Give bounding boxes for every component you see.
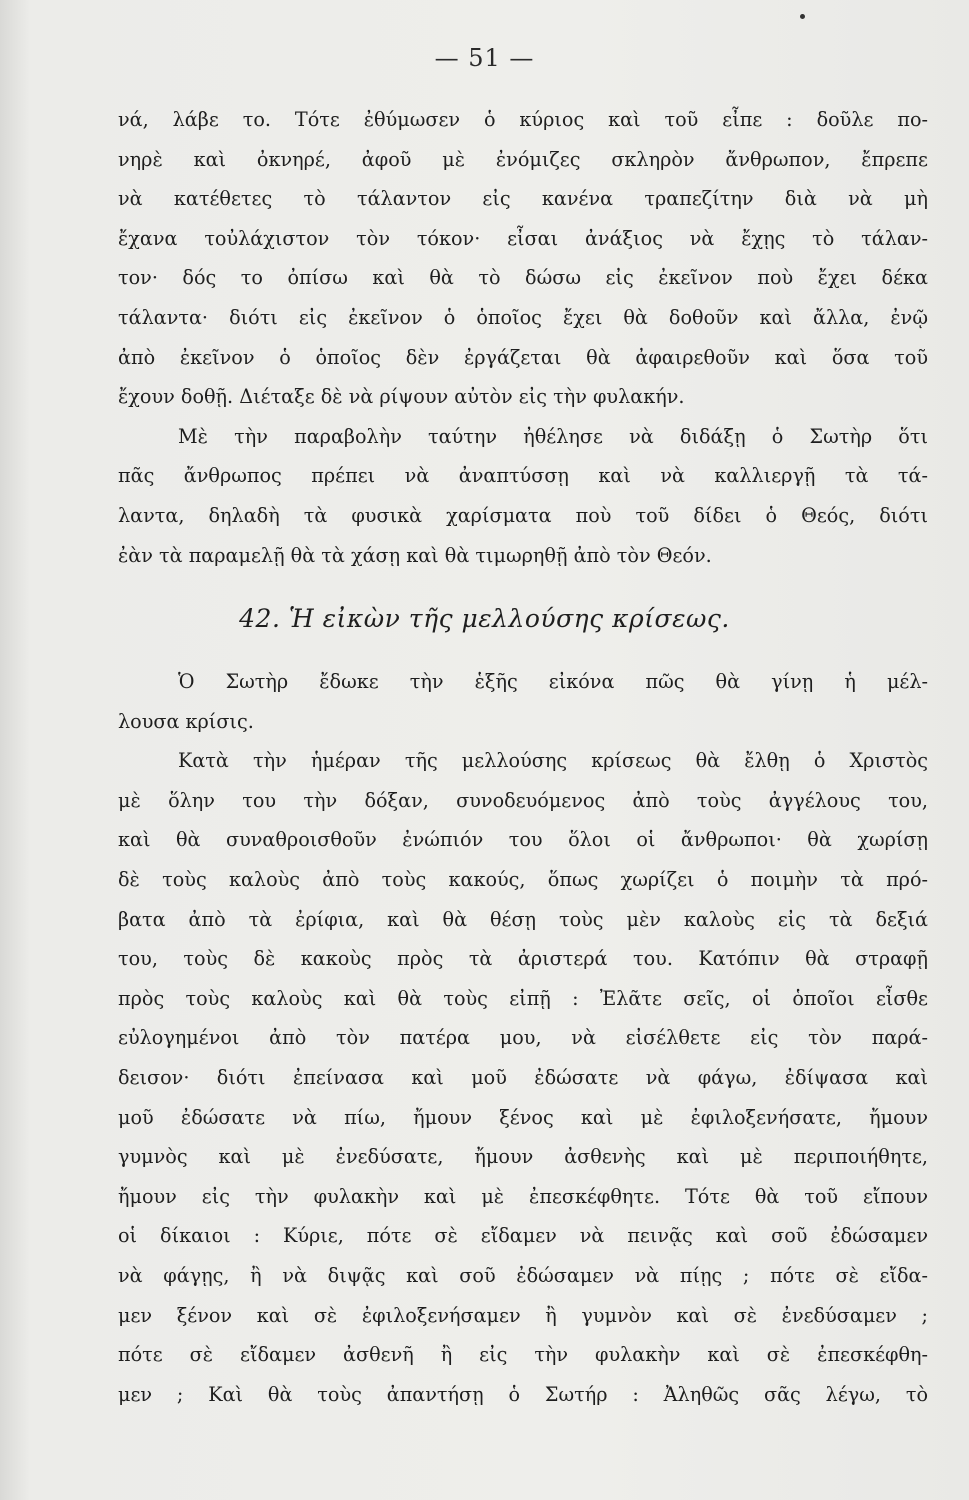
last-judgment-section [118, 662, 928, 1414]
text-line: εὐλογημένοι ἀπὸ τὸν πατέρα μου, νὰ εἰσέλθετε εἰς τὸν παρά- [118, 1026, 928, 1050]
text-line: ἔχουν δοθῇ. Διέταξε δὲ νὰ ρίψουν αὐτὸν εἰς τὴν φυλακήν. [118, 385, 685, 409]
text-line: ἐὰν τὰ παραμελῇ θὰ τὰ χάσῃ καὶ θὰ τιμωρηθῇ ἀπὸ τὸν Θεόν. [118, 543, 712, 567]
text-line: ἤμουν εἰς τὴν φυλακὴν καὶ μὲ ἐπεσκέφθητε. Τότε θὰ τοῦ εἴπουν [118, 1184, 928, 1208]
text-line: λουσα κρίσις. [118, 709, 254, 733]
text-line: μοῦ ἐδώσατε νὰ πίω, ἤμουν ξένος καὶ μὲ ἐφιλοξενήσατε, ἤμουν [118, 1105, 928, 1129]
text-line: μεν ξένον καὶ σὲ ἐφιλοξενήσαμεν ἢ γυμνὸν καὶ σὲ ἐνεδύσαμεν ; [118, 1303, 928, 1327]
text-line: καὶ θὰ συναθροισθοῦν ἐνώπιόν του ὅλοι οἱ ἄνθρωποι· θὰ χωρίσῃ [118, 828, 928, 852]
text-line: ἔχανα τοὐλάχιστον τὸν τόκον· εἶσαι ἀνάξιος νὰ ἔχῃς τὸ τάλαν- [118, 226, 928, 250]
text-line: δὲ τοὺς καλοὺς ἀπὸ τοὺς κακούς, ὅπως χωρίζει ὁ ποιμὴν τὰ πρό- [118, 867, 928, 891]
text-line: βατα ἀπὸ τὰ ἐρίφια, καὶ θὰ θέσῃ τοὺς μὲν καλοὺς εἰς τὰ δεξιά [118, 907, 928, 931]
text-line: νά, λάβε το. Τότε ἐθύμωσεν ὁ κύριος καὶ τοῦ εἶπε : δοῦλε πο- [118, 108, 928, 131]
text-line: μεν ; Καὶ θὰ τοὺς ἀπαντήσῃ ὁ Σωτήρ : Ἀληθῶς σᾶς λέγω, τὸ [118, 1382, 928, 1406]
text-line: τάλαντα· διότι εἰς ἐκεῖνον ὁ ὁποῖος ἔχει θὰ δοθοῦν καὶ ἄλλα, ἐνῷ [118, 305, 928, 329]
text-line: ἀπὸ ἐκεῖνον ὁ ὁποῖος δὲν ἐργάζεται θὰ ἀφαιρεθοῦν καὶ ὅσα τοῦ [118, 345, 928, 369]
text-line: Κατὰ τὴν ἡμέραν τῆς μελλούσης κρίσεως θὰ ἔλθῃ ὁ Χριστὸς [178, 749, 928, 773]
ink-speck [800, 14, 805, 19]
text-line: νὰ φάγῃς, ἢ νὰ διψᾷς καὶ σοῦ ἐδώσαμεν νὰ πίῃς ; πότε σὲ εἴδα- [118, 1263, 928, 1287]
text-line: δεισον· διότι ἐπείνασα καὶ μοῦ ἐδώσατε νὰ φάγω, ἐδίψασα καὶ [118, 1065, 928, 1089]
text-line: πρὸς τοὺς καλοὺς καὶ θὰ τοὺς εἰπῇ : Ἐλᾶτε σεῖς, οἱ ὁποῖοι εἶσθε [118, 986, 928, 1010]
section-heading: 42. Ἡ εἰκὼν τῆς μελλούσης κρίσεως. [239, 604, 730, 633]
text-line: νὰ κατέθετες τὸ τάλαντον εἰς κανένα τραπεζίτην διὰ νὰ μὴ [118, 187, 928, 211]
text-line: πότε σὲ εἴδαμεν ἀσθενῆ ἢ εἰς τὴν φυλακὴν καὶ σὲ ἐπεσκέφθη- [118, 1343, 928, 1367]
text-line: γυμνὸς καὶ μὲ ἐνεδύσατε, ἤμουν ἀσθενὴς καὶ μὲ περιποιήθητε, [118, 1145, 928, 1169]
text-line: Ὁ Σωτὴρ ἔδωκε τὴν ἑξῆς εἰκόνα πῶς θὰ γίνῃ ἡ μέλ- [178, 670, 928, 693]
text-line: πᾶς ἄνθρωπος πρέπει νὰ ἀναπτύσσῃ καὶ νὰ καλλιεργῇ τὰ τά- [118, 464, 928, 488]
text-line: οἱ δίκαιοι : Κύριε, πότε σὲ εἴδαμεν νὰ πεινᾷς καὶ σοῦ ἐδώσαμεν [118, 1224, 928, 1248]
parable-of-talents-ending [118, 100, 928, 575]
text-line: τον· δός το ὀπίσω καὶ θὰ τὸ δώσω εἰς ἐκεῖνον ποὺ ἔχει δέκα [118, 266, 928, 290]
page-number: — 51 — [434, 44, 535, 72]
text-line: λαντα, δηλαδὴ τὰ φυσικὰ χαρίσματα ποὺ τοῦ δίδει ὁ Θεός, διότι [118, 503, 928, 527]
text-line: μὲ ὅλην του τὴν δόξαν, συνοδευόμενος ἀπὸ τοὺς ἀγγέλους του, [118, 788, 928, 812]
text-line: Μὲ τὴν παραβολὴν ταύτην ἠθέλησε νὰ διδάξῃ ὁ Σωτὴρ ὅτι [178, 424, 928, 448]
text-line: νηρὲ καὶ ὀκνηρέ, ἀφοῦ μὲ ἐνόμιζες σκληρὸν ἄνθρωπον, ἔπρεπε [118, 147, 928, 171]
text-line: του, τοὺς δὲ κακοὺς πρὸς τὰ ἀριστερά του. Κατόπιν θὰ στραφῇ [118, 947, 928, 971]
